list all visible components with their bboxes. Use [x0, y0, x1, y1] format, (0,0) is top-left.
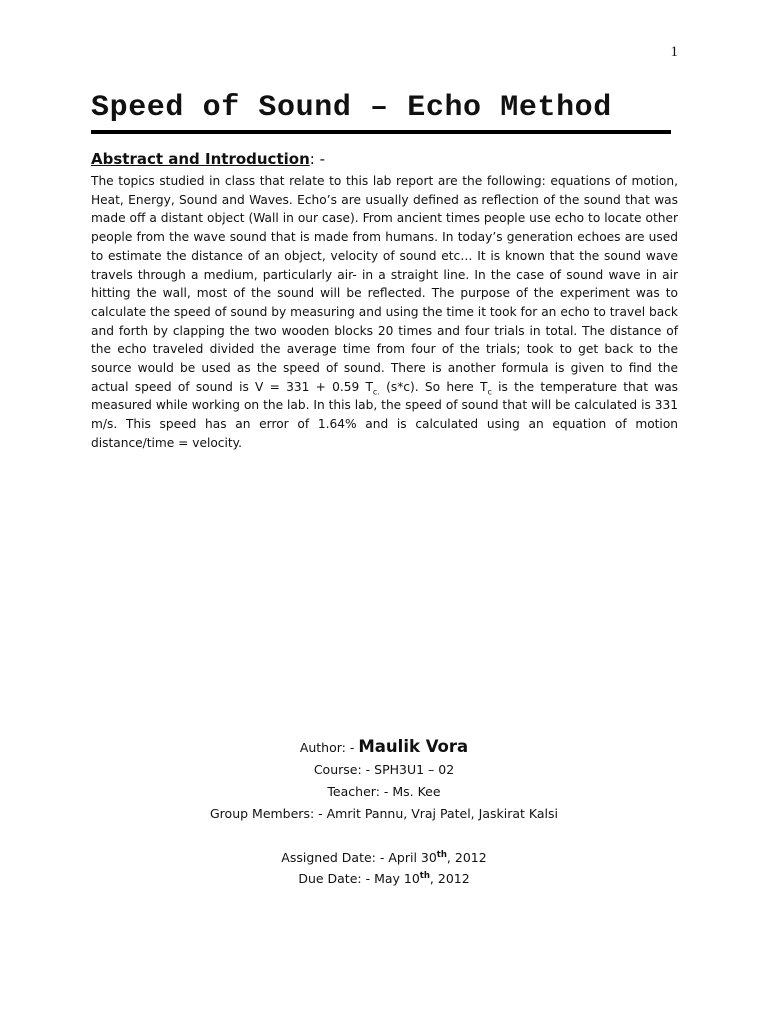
- abstract-paragraph: [91, 172, 678, 453]
- abstract-text-2: (s*c). So here T: [379, 379, 488, 394]
- temperature-subscript-1: c.: [372, 387, 380, 397]
- due-date-prefix: Due Date: - May 10: [298, 871, 420, 886]
- spacer: [0, 825, 768, 847]
- author-line: [0, 736, 768, 759]
- page-number: 1: [670, 44, 678, 60]
- author-name: Maulik Vora: [358, 737, 469, 756]
- abstract-text-1: The topics studied in class that relate to this lab report are the following: equations of motion, Heat, Energy, Sound and Waves. Echo’s are usually defined as reflection of the sound that was made off a distant object (Wall in our case). From ancient times people use echo to locate other people from the wave sound that is made from humans. In today’s generation echoes are used to estimate the distance of an object, velocity of sound etc… It is known that the sound wave travels through a medium, particularly air- in a straight line. In the case of sound wave in air hitting the wall, most of the sound will be reflected. The purpose of the experiment was to calculate the speed of sound by measuring and using the time it took for an echo to travel back and forth by clapping the two wooden blocks 20 times and four trials in total. The distance of the echo traveled divided the average time from four of the trials; took to get back to the source would be used as the speed of sound. There is another formula is given to find the actual speed of sound is V = 331 + 0.59 T: [91, 174, 678, 394]
- group-members-line: Group Members: - Amrit Pannu, Vraj Patel, Jaskirat Kalsi: [210, 806, 558, 821]
- assigned-date-line: [0, 847, 768, 869]
- abstract-text-3: is the temperature that was measured while working on the lab. In this lab, the speed of sound that will be calculated is 331 m/s. This speed has an error of 1.64% and is calculated using an equation of motion distance/time = velocity.: [91, 379, 679, 450]
- document-title: Speed of Sound – Echo Method: [91, 88, 671, 134]
- due-date-suffix: , 2012: [429, 871, 470, 886]
- section-heading-suffix: : -: [309, 150, 325, 168]
- teacher-line: Teacher: - Ms. Kee: [327, 784, 441, 799]
- section-heading-text: Abstract and Introduction: [91, 150, 310, 168]
- temperature-subscript-2: c: [487, 387, 492, 397]
- section-heading: [91, 149, 325, 169]
- assigned-date-suffix: , 2012: [446, 850, 487, 865]
- report-metadata: [0, 736, 768, 889]
- due-date-ordinal: th: [419, 870, 430, 881]
- author-label: Author: -: [299, 740, 359, 755]
- assigned-date-prefix: Assigned Date: - April 30: [281, 850, 437, 865]
- course-line: Course: - SPH3U1 – 02: [313, 762, 455, 777]
- assigned-date-ordinal: th: [436, 849, 447, 860]
- due-date-line: [0, 869, 768, 889]
